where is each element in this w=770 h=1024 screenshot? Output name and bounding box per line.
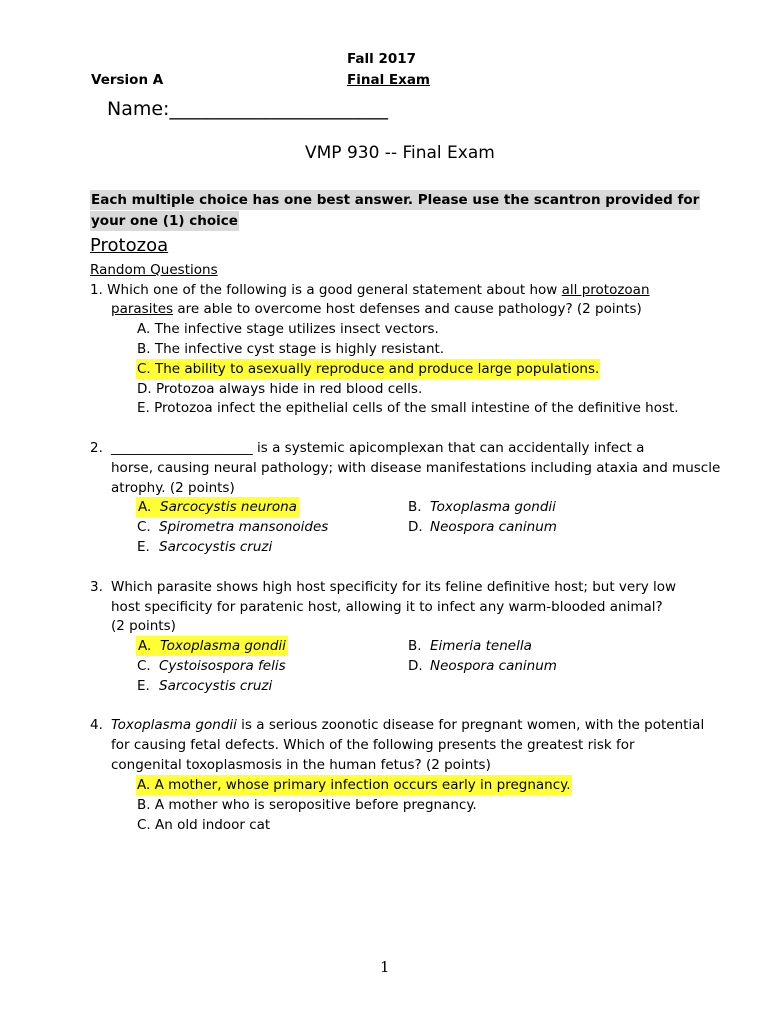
q4-option-a-answer: A. A mother, whose primary infection occurs early in pregnancy. (137, 777, 571, 793)
q1-option-e: E. Protozoa infect the epithelial cells of the small intestine of the definitive host. (137, 400, 679, 416)
q1-option-c-answer: C. The ability to asexually reproduce and produce large populations. (137, 361, 600, 377)
q3-option-c-letter: C. (137, 658, 151, 674)
q3-option-b (408, 636, 532, 656)
instructions-line-2: your one (1) choice (91, 213, 238, 229)
q2-option-b (408, 497, 556, 517)
question-1-underlined-2: parasites (111, 301, 174, 317)
question-2-line-3: atrophy. (2 points) (111, 480, 235, 496)
q2-option-d (408, 517, 557, 537)
q2-option-e (137, 537, 272, 557)
q3-option-b-letter: B. (408, 638, 422, 654)
q2-option-c (137, 517, 328, 537)
q2-option-a-answer (136, 497, 299, 517)
section-subtitle: Random Questions (90, 262, 218, 278)
question-2-line-2: horse, causing neural pathology; with disease manifestations including ataxia and muscle (111, 460, 721, 476)
q2-option-c-text: Spirometra mansonoides (159, 519, 329, 535)
question-3-line-3: (2 points) (111, 618, 176, 634)
q3-option-a-text: Toxoplasma gondii (160, 638, 286, 654)
exam-label: Final Exam (347, 72, 431, 88)
q2-option-a-text: Sarcocystis neurona (160, 499, 297, 515)
q2-option-d-text: Neospora caninum (430, 519, 557, 535)
q3-option-d (408, 656, 557, 676)
q2-option-e-text: Sarcocystis cruzi (159, 539, 273, 555)
q2-option-e-letter: E. (137, 539, 150, 555)
section-title: Protozoa (90, 235, 169, 256)
q3-option-d-text: Neospora caninum (430, 658, 557, 674)
question-4-text: is a serious zoonotic disease for pregnant women, with the potential (236, 717, 705, 733)
q4-option-b: B. A mother who is seropositive before pregnancy. (137, 797, 477, 813)
question-3-line-1: Which parasite shows high host specificity for its feline definitive host; but very low (111, 579, 677, 595)
version-label: Version A (91, 72, 164, 88)
question-4-number: 4. (90, 717, 103, 733)
q1-option-b: B. The infective cyst stage is highly resistant. (137, 341, 445, 357)
question-1-line-2 (111, 299, 642, 319)
q3-option-c (137, 656, 286, 676)
q2-option-c-letter: C. (137, 519, 151, 535)
question-1-line-1 (90, 280, 650, 300)
question-2-line-1: _____________________ is a systemic apicomplexan that can accidentally infect a (111, 440, 645, 456)
question-1-text-2: are able to overcome host defenses and cause pathology? (2 points) (173, 301, 642, 317)
q2-option-d-letter: D. (408, 519, 423, 535)
q3-option-b-text: Eimeria tenella (430, 638, 532, 654)
page-number: 1 (380, 958, 390, 976)
question-2-number: 2. (90, 440, 103, 456)
instructions-line-1: Each multiple choice has one best answer. Please use the scantron provided for (91, 192, 700, 208)
q3-option-a-letter: A. (138, 638, 152, 654)
q4-option-c: C. An old indoor cat (137, 817, 271, 833)
question-3-line-2: host specificity for paratenic host, allowing it to infect any warm-blooded animal? (111, 599, 663, 615)
q3-option-e-letter: E. (137, 678, 150, 694)
question-4-line-3: congenital toxoplasmosis in the human fetus? (2 points) (111, 757, 491, 773)
q1-option-a: A. The infective stage utilizes insect vectors. (137, 321, 439, 337)
q3-option-e-text: Sarcocystis cruzi (159, 678, 273, 694)
q3-option-d-letter: D. (408, 658, 423, 674)
question-4-line-2: for causing fetal defects. Which of the following presents the greatest risk for (111, 737, 635, 753)
question-4-line-1 (111, 715, 704, 735)
q2-option-a-letter: A. (138, 499, 152, 515)
page-title: VMP 930 -- Final Exam (305, 143, 495, 163)
name-field: Name:_______________________ (107, 98, 388, 120)
q2-option-b-text: Toxoplasma gondii (430, 499, 556, 515)
q3-option-e (137, 676, 272, 696)
question-1-text: 1. Which one of the following is a good general statement about how (90, 282, 562, 298)
q1-option-d: D. Protozoa always hide in red blood cells. (137, 381, 423, 397)
question-4-organism: Toxoplasma gondii (111, 717, 237, 733)
q2-option-b-letter: B. (408, 499, 422, 515)
q3-option-a-answer (136, 636, 288, 656)
exam-term: Fall 2017 (347, 51, 417, 67)
q3-option-c-text: Cystoisospora felis (159, 658, 286, 674)
question-1-underlined: all protozoan (561, 282, 650, 298)
question-3-number: 3. (90, 579, 103, 595)
